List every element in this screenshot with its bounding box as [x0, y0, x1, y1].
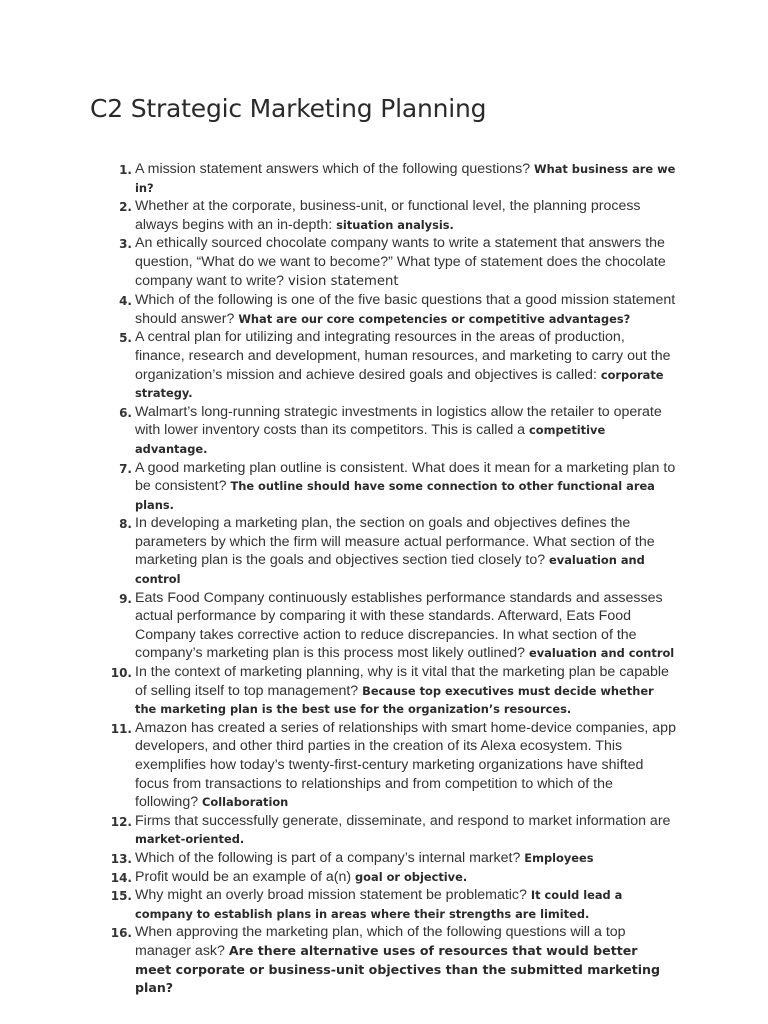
- item-number: 8.: [119, 517, 132, 532]
- answer-text: What are our core competencies or competitive advantages?: [238, 311, 631, 326]
- answer-text: evaluation and control: [135, 553, 645, 587]
- item-number: 16.: [110, 926, 132, 941]
- item-number: 3.: [119, 237, 132, 252]
- question-text: Firms that successfully generate, disseminate, and respond to market information are: [135, 812, 671, 829]
- list-item: [0, 197, 768, 234]
- question-text: Walmart’s long-running strategic investments in logistics allow the retailer to operate with lower inventory costs than its competitors. This is called a: [135, 403, 662, 439]
- answer-text: Because top executives must decide whether the marketing plan is the best use for the organization’s resources.: [135, 683, 654, 717]
- list-item: [0, 812, 768, 849]
- item-number: 2.: [119, 200, 132, 215]
- question-text: A good marketing plan outline is consistent. What does it mean for a marketing plan to be consistent?: [135, 459, 676, 495]
- question-list: [0, 160, 768, 998]
- item-number: 11.: [110, 721, 132, 736]
- item-number: 9.: [119, 591, 132, 606]
- answer-text: goal or objective.: [355, 869, 468, 884]
- list-item: [0, 291, 768, 328]
- list-item: [0, 514, 768, 588]
- question-text: Why might an overly broad mission statement be problematic?: [135, 887, 531, 904]
- item-number: 13.: [110, 851, 132, 866]
- answer-text: corporate strategy.: [135, 367, 664, 401]
- list-item: [0, 160, 768, 197]
- list-item: [0, 719, 768, 812]
- item-number: 14.: [110, 870, 132, 885]
- question-text: Profit would be an example of a(n): [135, 868, 356, 885]
- list-item: [0, 403, 768, 459]
- question-text: Which of the following is one of the five basic questions that a good mission statement should answer?: [135, 292, 676, 327]
- answer-text: Employees: [524, 850, 594, 865]
- answer-text: Are there alternative uses of resources that would better meet corporate or business-unit objectives than the submitted marketing plan?: [135, 942, 661, 996]
- list-item: [0, 868, 768, 887]
- list-item: [0, 234, 768, 291]
- list-item: [0, 886, 768, 923]
- item-number: 1.: [119, 163, 132, 177]
- page-title: C2 Strategic Marketing Planning: [90, 94, 487, 123]
- answer-text: competitive advantage.: [135, 423, 606, 456]
- question-text: Eats Food Company continuously establishes performance standards and assesses actual performance by comparing it with these standards. Afterward, Eats Food Company takes corrective action to reduce discrepancies. In what section of the company’s marketing plan is this process most likely outlined?: [135, 589, 663, 662]
- question-text: Which of the following is part of a company’s internal market?: [135, 849, 525, 866]
- item-number: 15.: [110, 889, 132, 904]
- list-item: [0, 589, 768, 663]
- list-item: [0, 849, 768, 868]
- item-number: 7.: [119, 461, 132, 476]
- answer-text: Collaboration: [202, 795, 289, 810]
- answer-text: situation analysis.: [336, 217, 454, 232]
- answer-text: vision statement: [287, 273, 399, 289]
- question-text: An ethically sourced chocolate company wants to write a statement that answers the question, “What do we want to become?” What type of statement does the chocolate company want to write?: [135, 235, 666, 289]
- answer-text: The outline should have some connection to other functional area plans.: [135, 479, 655, 512]
- answer-text: market-oriented.: [135, 832, 245, 847]
- item-number: 4.: [119, 294, 132, 309]
- item-number: 5.: [119, 331, 132, 346]
- question-text: In the context of marketing planning, why is it vital that the marketing plan be capable of selling itself to top management?: [135, 664, 669, 699]
- list-item: [0, 459, 768, 515]
- answer-text: It could lead a company to establish plans in areas where their strengths are limited.: [135, 888, 623, 921]
- question-text: Whether at the corporate, business-unit, or functional level, the planning process always begins with an in-depth:: [135, 198, 641, 233]
- item-number: 6.: [119, 405, 132, 420]
- list-item: [0, 923, 768, 997]
- question-text: A central plan for utilizing and integrating resources in the areas of production, finance, research and development, human resources, and marketing to carry out the organization’s mission and achieve desired goals and objectives is called:: [135, 329, 671, 383]
- list-item: [0, 663, 768, 719]
- question-text: Amazon has created a series of relationships with smart home-device companies, app developers, and other third parties in the creation of its Alexa ecosystem. This exemplifies how today’s twenty-first-century marketing organizations have shifted focus from transactions to relationships and from competition to which of the following?: [135, 719, 676, 811]
- list-item: [0, 328, 768, 402]
- item-number: 12.: [110, 814, 132, 829]
- question-text: In developing a marketing plan, the section on goals and objectives defines the parameters by which the firm will measure actual performance. What section of the marketing plan is the goals and objectives section tied closely to?: [135, 515, 655, 569]
- answer-text: evaluation and control: [529, 646, 675, 661]
- question-text: A mission statement answers which of the following questions?: [135, 161, 535, 177]
- item-number: 10.: [110, 666, 132, 681]
- question-text: When approving the marketing plan, which of the following questions will a top manager ask?: [135, 924, 626, 959]
- answer-text: What business are we in?: [135, 162, 676, 195]
